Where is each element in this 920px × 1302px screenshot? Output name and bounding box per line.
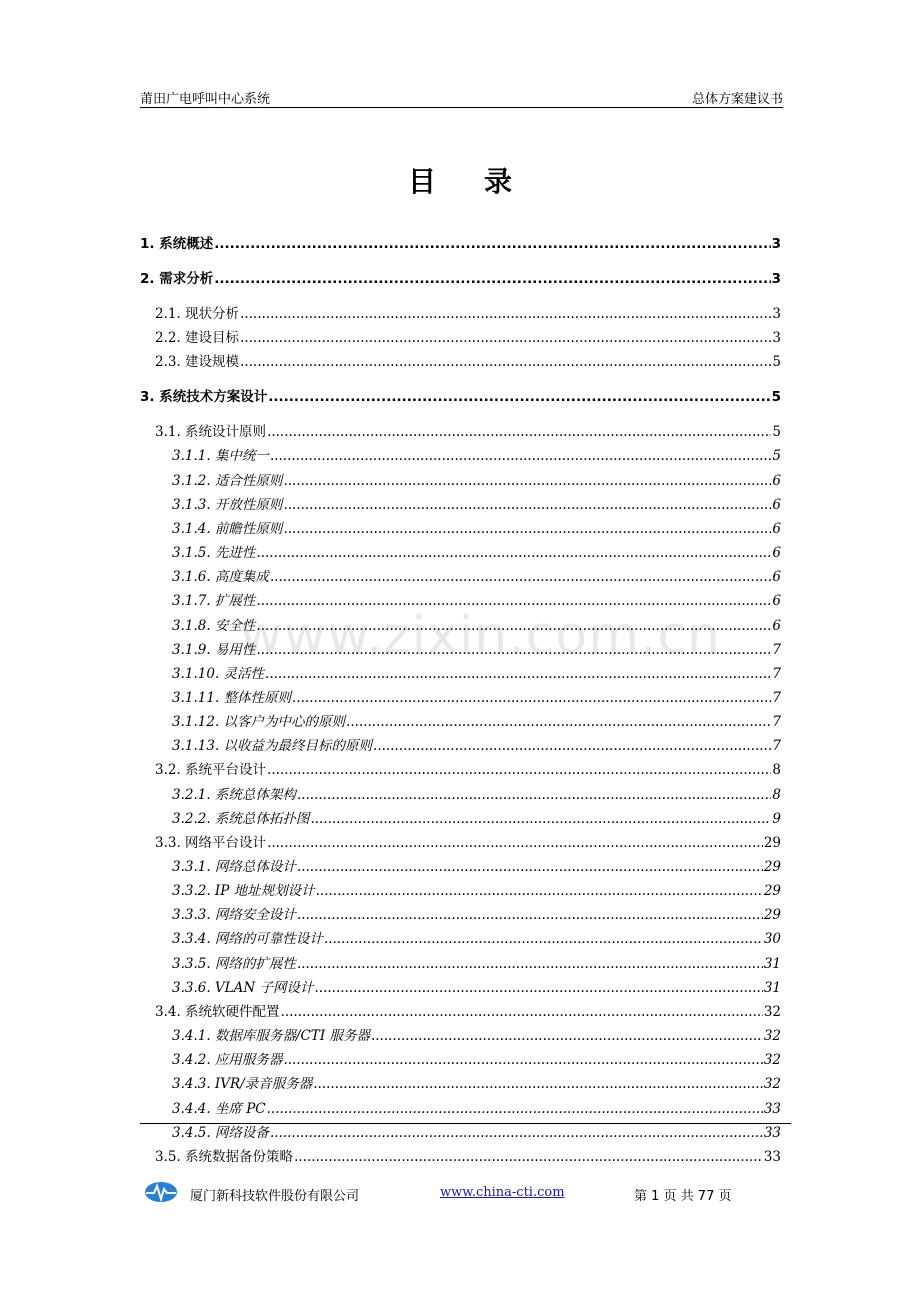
- toc-dot-leader: [240, 330, 771, 346]
- toc-entry-page: 7: [772, 641, 781, 658]
- toc-entry[interactable]: [140, 515, 781, 537]
- toc-entry-page: 8: [772, 786, 781, 803]
- toc-entry[interactable]: [140, 442, 781, 464]
- toc-entry[interactable]: [140, 974, 781, 996]
- toc-dot-leader: [256, 642, 771, 658]
- toc-entry[interactable]: [140, 732, 781, 754]
- toc-dot-leader: [256, 545, 771, 561]
- toc-dot-leader: [283, 497, 771, 513]
- toc-entry-label: 3.4. 系统软硬件配置: [155, 1003, 280, 1020]
- toc-entry-label: 3.1.13. 以收益为最终目标的原则: [172, 738, 373, 755]
- toc-dot-leader: [297, 907, 763, 923]
- toc-entry-label: 3.2.1. 系统总体架构: [172, 786, 296, 803]
- toc-entry-page: 6: [772, 520, 781, 537]
- toc-entry[interactable]: [140, 1143, 781, 1165]
- toc-entry-page: 29: [763, 859, 781, 875]
- toc-entry-label: 3.1.5. 先进性: [172, 545, 256, 562]
- toc-entry-page: 30: [763, 931, 781, 948]
- toc-dot-leader: [240, 354, 771, 370]
- toc-entry-label: 3.1.12. 以客户为中心的原则: [172, 714, 346, 731]
- toc-dot-leader: [294, 1149, 763, 1165]
- toc-entry-page: 3: [771, 236, 781, 252]
- toc-entry[interactable]: [140, 587, 781, 609]
- toc-entry[interactable]: [140, 467, 781, 489]
- toc-entry[interactable]: [140, 230, 781, 252]
- header-project-name: 莆田广电呼叫中心系统: [140, 92, 271, 107]
- toc-entry-page: 32: [763, 1052, 781, 1069]
- toc-entry-label: 3.1.3. 开放性原则: [172, 496, 283, 513]
- toc-dot-leader: [371, 1028, 763, 1044]
- toc-entry-page: 6: [772, 617, 781, 634]
- toc-entry-label: 3.3.5. 网络的扩展性: [172, 955, 296, 972]
- toc-dot-leader: [240, 306, 771, 322]
- toc-entry-page: 32: [763, 1028, 781, 1045]
- toc-dot-leader: [267, 1101, 763, 1117]
- toc-entry-label: 3.4.5. 网络设备: [172, 1124, 269, 1141]
- toc-entry-page: 5: [772, 354, 781, 371]
- toc-entry[interactable]: [140, 636, 781, 658]
- toc-entry[interactable]: [140, 950, 781, 972]
- toc-entry-label: 3.1. 系统设计原则: [155, 424, 267, 441]
- toc-entry-page: 7: [772, 714, 781, 731]
- footer-website-link[interactable]: www.china-cti.com: [440, 1185, 565, 1200]
- toc-entry[interactable]: [140, 708, 781, 730]
- toc-entry-page: 33: [763, 1100, 781, 1117]
- toc-entry[interactable]: [140, 877, 781, 899]
- toc-entry-page: 7: [772, 689, 781, 706]
- toc-entry-label: 3.4.2. 应用服务器: [172, 1052, 283, 1069]
- toc-entry-label: 3. 系统技术方案设计: [140, 389, 268, 406]
- toc-entry-label: 3.4.3. IVR/录音服务器: [172, 1076, 313, 1093]
- toc-entry-page: 29: [763, 883, 781, 900]
- header-document-type: 总体方案建议书: [691, 92, 783, 107]
- toc-entry-page: 29: [763, 834, 781, 851]
- toc-entry-page: 29: [763, 907, 781, 924]
- toc-entry[interactable]: [140, 805, 781, 827]
- toc-dot-leader: [283, 521, 771, 537]
- toc-entry-page: 33: [763, 1148, 781, 1165]
- toc-entry-page: 5: [771, 389, 781, 406]
- toc-dot-leader: [346, 714, 771, 730]
- toc-entry-label: 2. 需求分析: [140, 271, 214, 287]
- toc-entry[interactable]: [140, 1119, 781, 1141]
- toc-entry[interactable]: [140, 998, 781, 1020]
- toc-entry[interactable]: [140, 539, 781, 561]
- toc-entry-page: 32: [763, 1076, 781, 1093]
- toc-entry[interactable]: [140, 1022, 781, 1044]
- toc-dot-leader: [313, 1076, 763, 1092]
- toc-entry-page: 3: [772, 306, 781, 322]
- toc-entry[interactable]: [140, 563, 781, 585]
- toc-entry-page: 6: [772, 569, 781, 586]
- toc-entry-page: 3: [771, 271, 781, 287]
- header-divider: [140, 107, 783, 108]
- page-header: [140, 88, 783, 108]
- toc-entry[interactable]: [140, 383, 781, 405]
- toc-dot-leader: [256, 593, 771, 609]
- toc-entry-page: 8: [772, 762, 781, 779]
- toc-entry-label: 3.1.9. 易用性: [172, 641, 256, 658]
- toc-entry-page: 31: [763, 979, 781, 996]
- toc-entry[interactable]: [140, 829, 781, 851]
- toc-dot-leader: [297, 859, 763, 875]
- toc-entry-label: 3.1.1. 集中统一: [172, 448, 269, 465]
- toc-dot-leader: [270, 1125, 763, 1141]
- toc-entry[interactable]: [140, 1070, 781, 1092]
- toc-dot-leader: [270, 448, 771, 464]
- toc-entry-label: 3.2. 系统平台设计: [155, 762, 267, 779]
- toc-entry[interactable]: [140, 300, 781, 322]
- toc-entry-page: 6: [772, 545, 781, 562]
- toc-entry-label: 3.1.4. 前瞻性原则: [172, 520, 283, 537]
- watermark: www.zixin.com.cn: [240, 606, 721, 666]
- toc-entry-label: 3.4.1. 数据库服务器/CTI 服务器: [172, 1028, 370, 1045]
- toc-entry-page: 6: [772, 496, 781, 513]
- page-footer: [140, 1180, 760, 1206]
- toc-dot-leader: [297, 956, 763, 972]
- toc-entry[interactable]: [140, 781, 781, 803]
- toc-entry-page: 33: [763, 1124, 781, 1141]
- toc-entry-page: 6: [772, 593, 781, 610]
- company-logo-icon: [144, 1181, 178, 1203]
- toc-entry-page: 3: [772, 330, 781, 347]
- footer-company-name: 厦门新科技软件股份有限公司: [190, 1189, 360, 1204]
- toc-entry-label: 3.1.11. 整体性原则: [172, 689, 292, 706]
- toc-entry-label: 3.1.2. 适合性原则: [172, 472, 283, 489]
- toc-entry[interactable]: [140, 612, 781, 634]
- toc-dot-leader: [267, 424, 771, 440]
- toc-entry[interactable]: [140, 1046, 781, 1068]
- toc-entry-label: 3.3.2. IP 地址规划设计: [172, 883, 315, 900]
- toc-entry-label: 3.1.7. 扩展性: [172, 593, 256, 610]
- toc-entry-label: 3.4.4. 坐席 PC: [172, 1100, 266, 1117]
- toc-dot-leader: [256, 618, 771, 634]
- toc-entry-label: 3.1.8. 安全性: [172, 617, 256, 634]
- toc-entry[interactable]: [140, 418, 781, 440]
- toc-entry[interactable]: [140, 925, 781, 947]
- toc-entry-page: 5: [772, 424, 781, 441]
- toc-dot-leader: [265, 666, 771, 682]
- toc-entry-page: 7: [772, 738, 781, 755]
- toc-entry-label: 3.5. 系统数据备份策略: [155, 1148, 294, 1165]
- toc-entry-label: 2.1. 现状分析: [155, 306, 240, 322]
- toc-entry-page: 32: [763, 1003, 781, 1020]
- toc-entry[interactable]: [140, 265, 781, 287]
- toc-dot-leader: [283, 1052, 762, 1068]
- toc-entry-page: 5: [772, 448, 781, 465]
- toc-dot-leader: [315, 980, 763, 996]
- toc-dot-leader: [283, 473, 771, 489]
- toc-entry-label: 1. 系统概述: [140, 236, 214, 252]
- footer-divider: [140, 1123, 791, 1124]
- toc-entry-label: 3.3.3. 网络安全设计: [172, 907, 296, 924]
- toc-entry-label: 2.3. 建设规模: [155, 354, 240, 371]
- toc-entry-page: 6: [772, 472, 781, 489]
- toc-entry-page: 31: [763, 955, 781, 972]
- toc-entry[interactable]: [140, 853, 781, 875]
- footer-page-number: 第 1 页 共 77 页: [634, 1189, 732, 1204]
- toc-dot-leader: [281, 1004, 763, 1020]
- toc-dot-leader: [324, 931, 763, 947]
- toc-dot-leader: [297, 787, 771, 803]
- toc-dot-leader: [268, 389, 770, 405]
- toc-entry-label: 3.1.10. 灵活性: [172, 665, 265, 682]
- toc-entry-label: 3.3.6. VLAN 子网设计: [172, 979, 314, 996]
- toc-entry[interactable]: [140, 348, 781, 370]
- toc-dot-leader: [373, 738, 771, 754]
- toc-dot-leader: [292, 690, 771, 706]
- toc-entry[interactable]: [140, 324, 781, 346]
- toc-dot-leader: [267, 835, 763, 851]
- toc-dot-leader: [267, 762, 771, 778]
- toc-dot-leader: [214, 271, 770, 287]
- toc-entry-label: 3.2.2. 系统总体拓扑图: [172, 810, 310, 827]
- toc-entry-page: 9: [772, 810, 781, 827]
- toc-entry-label: 2.2. 建设目标: [155, 330, 240, 347]
- toc-dot-leader: [310, 811, 771, 827]
- toc-entry[interactable]: [140, 1095, 781, 1117]
- toc-entry-page: 7: [772, 665, 781, 682]
- toc-dot-leader: [214, 236, 770, 252]
- toc-entry-label: 3.3. 网络平台设计: [155, 834, 267, 851]
- toc-entry[interactable]: [140, 684, 781, 706]
- toc-title: 目录: [407, 165, 560, 198]
- toc-dot-leader: [316, 883, 763, 899]
- toc-entry[interactable]: [140, 660, 781, 682]
- toc-dot-leader: [270, 569, 771, 585]
- toc-entry-label: 3.3.4. 网络的可靠性设计: [172, 931, 323, 948]
- toc-entry-label: 3.3.1. 网络总体设计: [172, 859, 296, 875]
- toc-entry[interactable]: [140, 901, 781, 923]
- toc-entry[interactable]: [140, 491, 781, 513]
- toc-entry[interactable]: [140, 756, 781, 778]
- toc-entry-label: 3.1.6. 高度集成: [172, 569, 269, 586]
